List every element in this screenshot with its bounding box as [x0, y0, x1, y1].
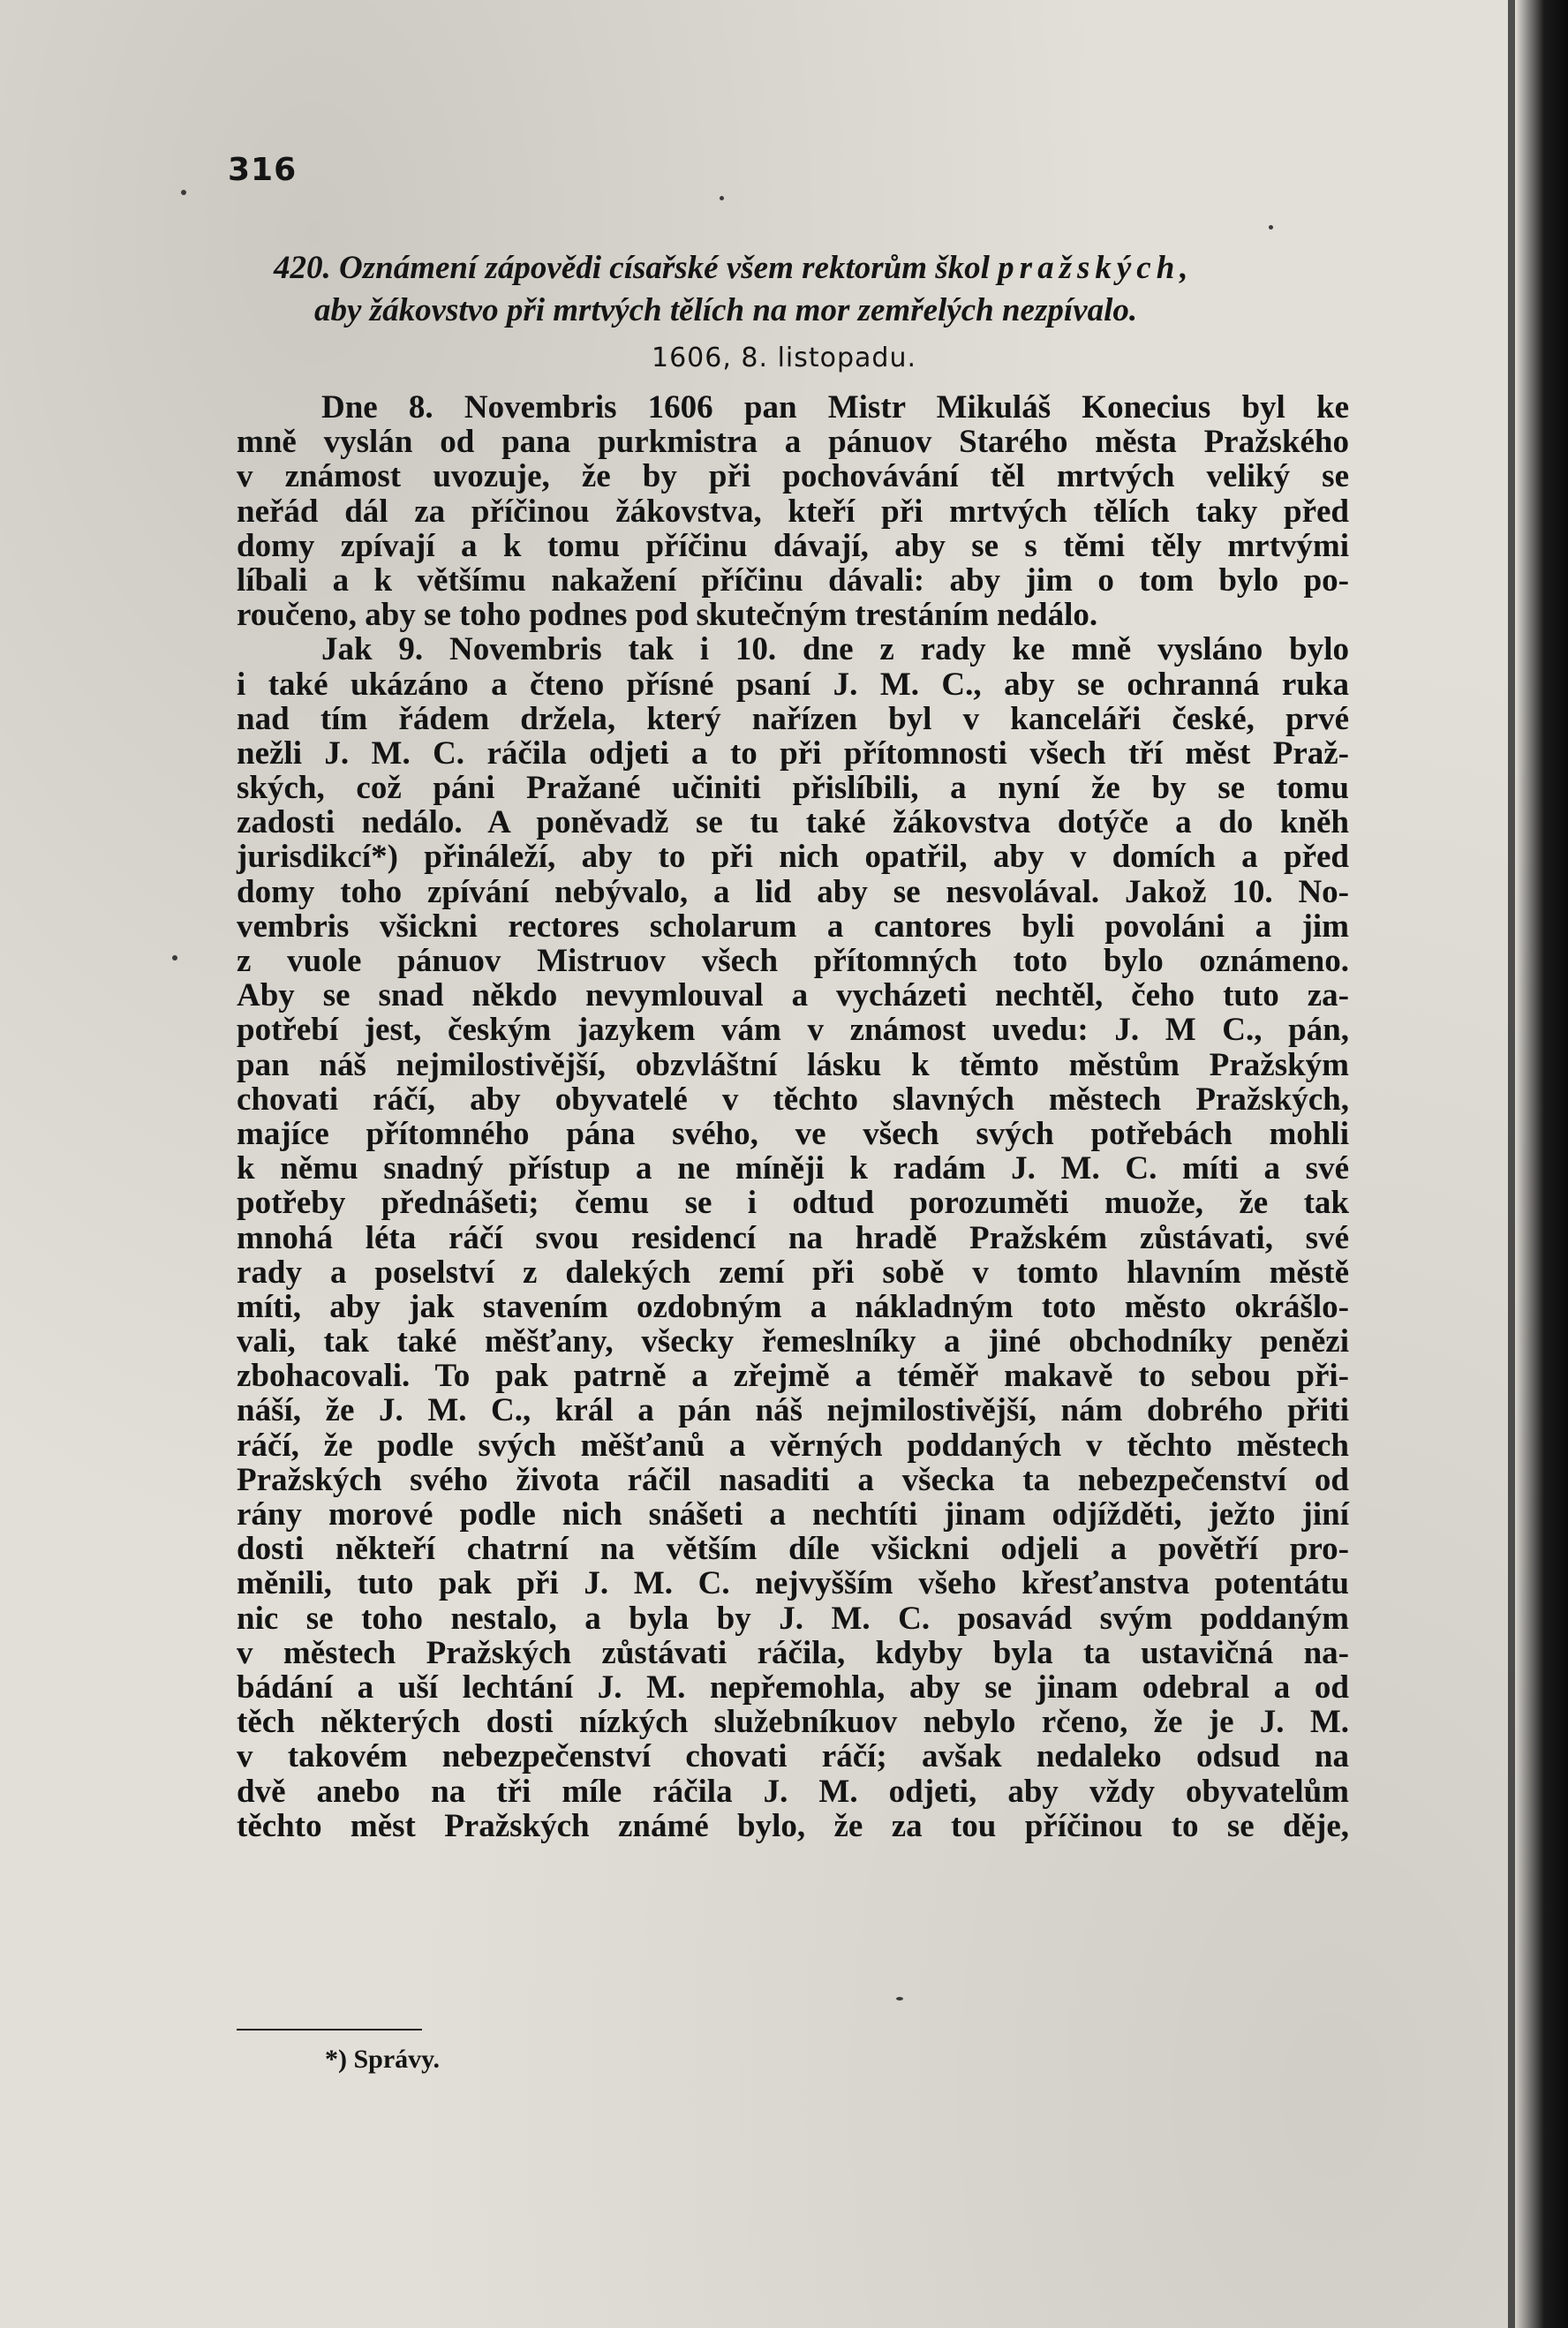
scan-speck: [720, 196, 724, 200]
body-line: roučeno, aby se toho podnes pod skutečným trestáním nedálo.: [237, 597, 1098, 634]
document-date: 1606, 8. listopadu.: [651, 343, 916, 373]
body-line: měnili, tuto pak při J. M. C. nejvyšším všeho křesťanstva potentátu: [237, 1565, 1349, 1602]
heading-line2: aby žákovstvo při mrtvých tělích na mor zemřelých nezpívalo.: [314, 292, 1138, 328]
body-line: potřebí jest, českým jazykem vám v známost uvedu: J. M C., pán,: [237, 1012, 1349, 1049]
body-line: nežli J. M. C. ráčila odjeti a to při přítomnosti všech tří měst Praž-: [237, 735, 1349, 772]
body-line: zadosti nedálo. A poněvadž se tu také žákovstva dotýče a do kněh: [237, 804, 1349, 841]
body-line: těch některých dosti nízkých služebníkuov nebylo rčeno, že je J. M.: [237, 1704, 1349, 1741]
body-line: Pražských svého života ráčil nasaditi a všecka ta nebezpečenství od: [237, 1461, 1349, 1498]
body-line: líbali a k většímu nakažení příčinu dávali: aby jim o tom bylo po-: [237, 561, 1349, 599]
scan-speck: [896, 1997, 903, 2000]
body-line: neřád dál za příčinou žákovstva, kteří při mrtvých tělích taky před: [237, 493, 1349, 530]
body-line: i také ukázáno a čteno přísné psaní J. M. C., aby se ochranná ruka: [237, 666, 1349, 703]
body-line: vembris všickni rectores scholarum a cantores byli povoláni a jim: [237, 908, 1349, 945]
document-number: 420.: [274, 250, 331, 286]
body-line: rady a poselství z dalekých zemí při sobě v tomto hlavním městě: [237, 1254, 1349, 1291]
body-line: Dne 8. Novembris 1606 pan Mistr Mikuláš Konecius byl ke: [321, 389, 1349, 426]
body-line: rány morové podle nich snášeti a nechtíti jinam odjížděti, ježto jiní: [237, 1496, 1349, 1533]
heading-spaced-word: pražských,: [998, 250, 1194, 286]
body-line: domy toho zpívání nebývalo, a lid aby se nesvolával. Jakož 10. No-: [237, 873, 1349, 910]
body-line: k němu snadný přístup a ne míněji k radám J. M. C. míti a své: [237, 1150, 1349, 1187]
scan-speck: [181, 190, 186, 195]
body-line: chovati ráčí, aby obyvatelé v těchto slavných městech Pražských,: [237, 1081, 1349, 1118]
body-line: majíce přítomného pána svého, ve všech svých potřebách mohli: [237, 1115, 1349, 1152]
body-line: mnohá léta ráčí svou residencí na hradě Pražském zůstávati, své: [237, 1219, 1349, 1256]
body-line: ráčí, že podle svých měšťanů a věrných poddaných v těchto městech: [237, 1427, 1349, 1464]
body-line: z vuole pánuov Mistruov všech přítomných toto bylo oznámeno.: [237, 943, 1349, 979]
body-line: dvě anebo na tři míle ráčila J. M. odjeti, aby vždy obyvatelům: [237, 1773, 1349, 1810]
scan-speck: [1269, 225, 1273, 230]
body-line: Aby se snad někdo nevymlouval a vycházeti nechtěl, čeho tuto za-: [237, 977, 1349, 1014]
body-line: v takovém nebezpečenství chovati ráčí; avšak nedaleko odsud na: [237, 1738, 1349, 1775]
body-line: nic se toho nestalo, a byla by J. M. C. posavád svým poddaným: [237, 1600, 1349, 1637]
body-line: jurisdikcí*) přináleží, aby to při nich opatřil, aby v domích a před: [237, 839, 1349, 876]
body-line: vali, tak také měšťany, všecky řemeslníky a jiné obchodníky penězi: [237, 1323, 1349, 1360]
body-line: těchto měst Pražských známé bylo, že za tou příčinou to se děje,: [237, 1807, 1349, 1844]
body-line: v známost uvozuje, že by při pochovávání těl mrtvých veliký se: [237, 458, 1349, 495]
body-line: bádání a uší lechtání J. M. nepřemohla, aby se jinam odebral a od: [237, 1669, 1349, 1706]
page-number: 316: [228, 152, 298, 188]
body-line: míti, aby jak stavením ozdobným a nákladným toto město okrášlo-: [237, 1288, 1349, 1325]
body-line: ských, což páni Pražané učiniti přislíbili, a nyní že by se tomu: [237, 770, 1349, 807]
footnote: *) Správy.: [325, 2045, 441, 2074]
body-line: zbohacovali. To pak patrně a zřejmě a téměř makavě to sebou při-: [237, 1358, 1349, 1395]
heading-line1: Oznámení zápovědi císařské všem rektorům škol: [339, 250, 999, 286]
body-line: náší, že J. M. C., král a pán náš nejmilostivější, nám dobrého přiti: [237, 1392, 1349, 1429]
document-heading: [274, 247, 1395, 332]
body-line: potřeby přednášeti; čemu se i odtud porozuměti muože, že tak: [237, 1185, 1349, 1222]
footnote-rule: [237, 2029, 422, 2030]
body-line: pan náš nejmilostivější, obzvláštní lásku k těmto městům Pražským: [237, 1046, 1349, 1083]
scan-speck: [172, 955, 177, 961]
body-text: [237, 390, 1349, 1843]
body-line: nad tím řádem držela, který nařízen byl v kanceláři české, prvé: [237, 700, 1349, 737]
body-line: Jak 9. Novembris tak i 10. dne z rady ke mně vysláno bylo: [321, 631, 1349, 668]
body-line: dosti někteří chatrní na větším díle všickni odjeli a povětří pro-: [237, 1531, 1349, 1568]
body-line: v městech Pražských zůstávati ráčila, kdyby byla ta ustavičná na-: [237, 1634, 1349, 1671]
body-line: mně vyslán od pana purkmistra a pánuov Starého města Pražského: [237, 424, 1349, 461]
body-line: domy zpívají a k tomu příčinu dávají, aby se s těmi těly mrtvými: [237, 527, 1349, 564]
